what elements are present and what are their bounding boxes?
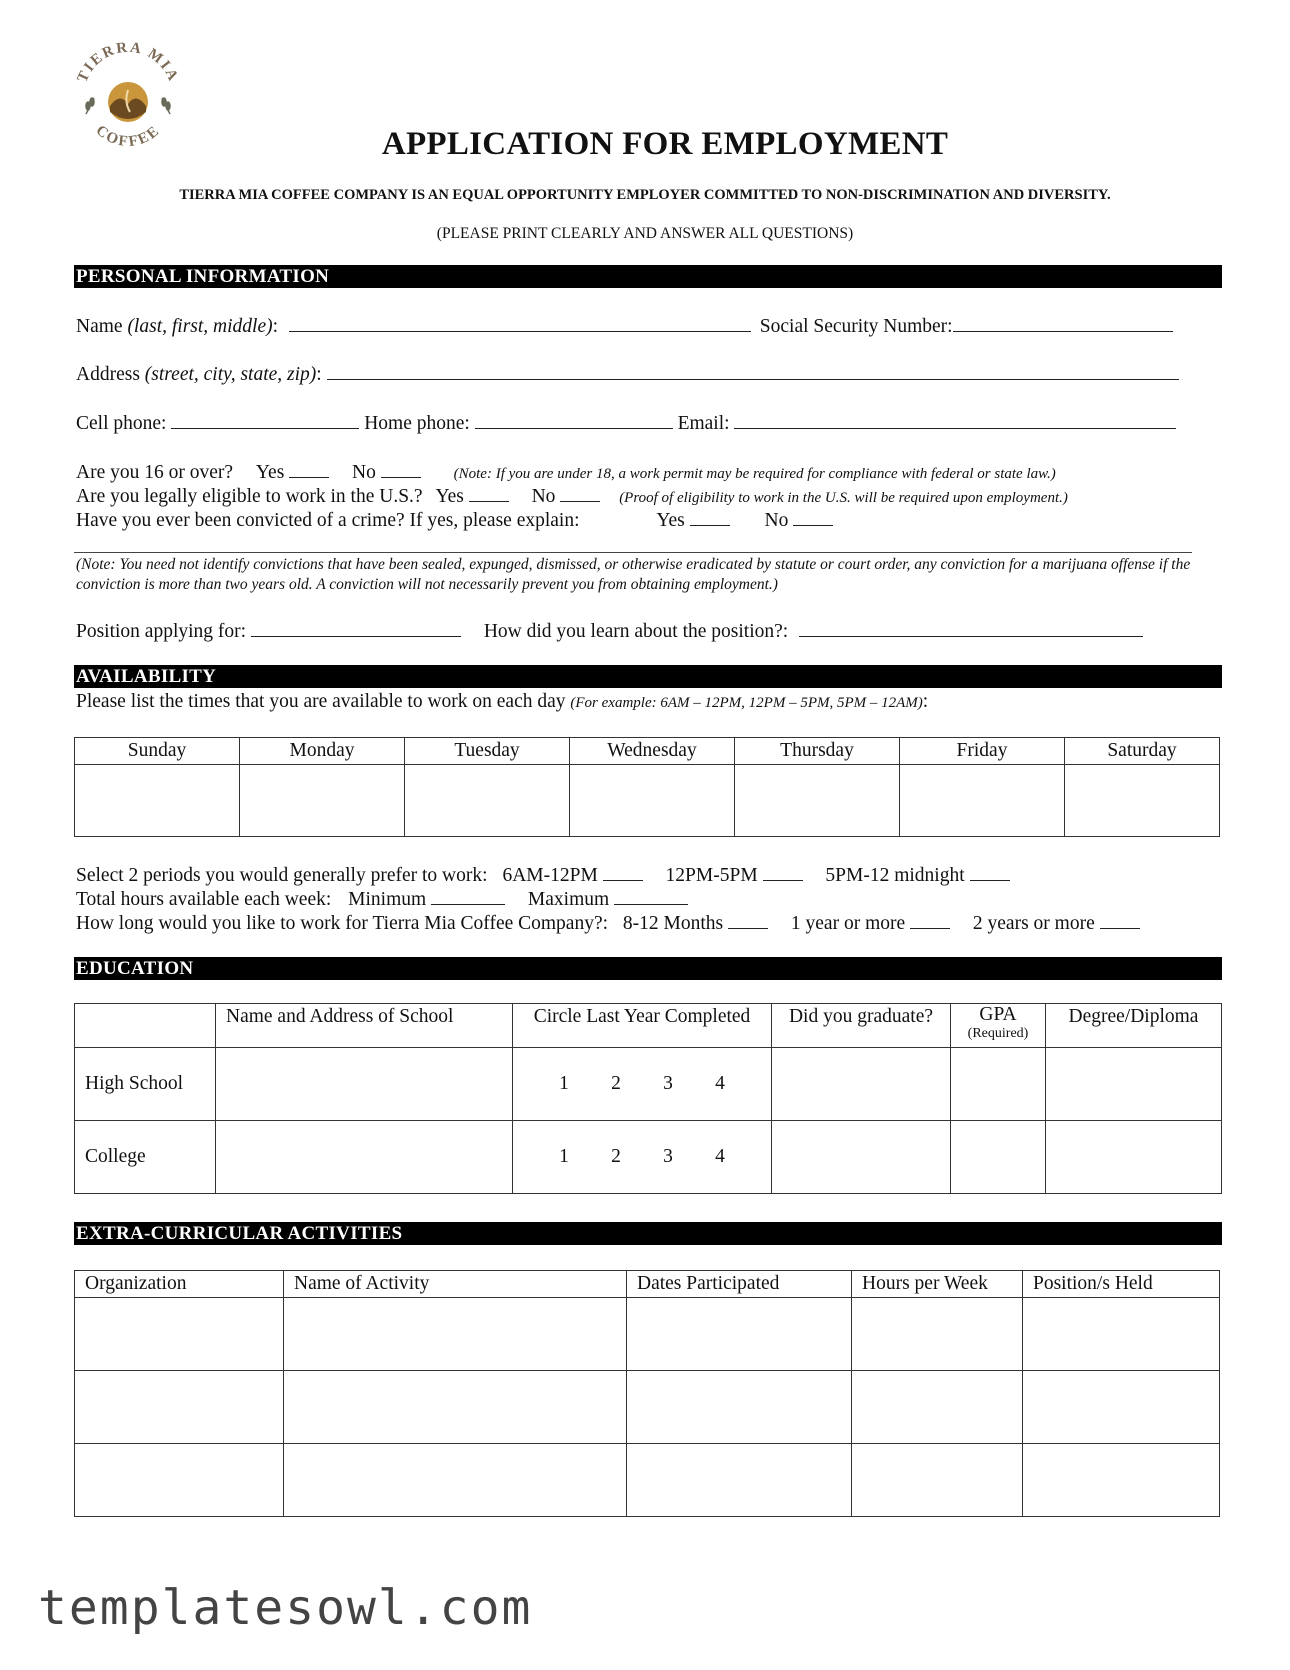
high-school-name-cell[interactable] bbox=[216, 1048, 513, 1121]
college-years-cell[interactable] bbox=[513, 1121, 772, 1194]
college-gpa-cell[interactable] bbox=[951, 1121, 1046, 1194]
eligible-yes-label: Yes bbox=[435, 486, 464, 507]
learn-label: How did you learn about the position?: bbox=[483, 621, 789, 642]
activity-name-header: Name of Activity bbox=[284, 1271, 627, 1298]
maximum-field[interactable] bbox=[614, 886, 688, 905]
eligible-yes-field[interactable] bbox=[469, 483, 509, 502]
activity-row bbox=[75, 1371, 1220, 1444]
positions-header: Position/s Held bbox=[1023, 1271, 1220, 1298]
dates-header: Dates Participated bbox=[627, 1271, 852, 1298]
logo-bottom-text: COFFEE bbox=[92, 122, 164, 151]
organization-header: Organization bbox=[75, 1271, 284, 1298]
age-no-label: No bbox=[352, 462, 376, 483]
period-3-field[interactable] bbox=[970, 862, 1010, 881]
duration-1-label: 8-12 Months bbox=[622, 913, 724, 934]
name-label: Name bbox=[76, 316, 123, 337]
availability-table bbox=[74, 737, 1220, 837]
section-availability: AVAILABILITY bbox=[74, 665, 1222, 688]
address-field[interactable] bbox=[327, 361, 1179, 380]
position-label: Position applying for: bbox=[76, 621, 247, 642]
education-row-high-school bbox=[75, 1048, 1222, 1121]
age-question: Are you 16 or over? bbox=[76, 462, 234, 483]
day-header-wednesday: Wednesday bbox=[570, 738, 735, 765]
activity-cell[interactable] bbox=[1023, 1444, 1220, 1517]
education-row-college bbox=[75, 1121, 1222, 1194]
eligible-question: Are you legally eligible to work in the U.S.? bbox=[76, 486, 423, 507]
age-note: (Note: If you are under 18, a work permit may be required for compliance with federal or state law.) bbox=[453, 466, 1056, 482]
day-header-tuesday: Tuesday bbox=[405, 738, 570, 765]
eligible-question-row bbox=[76, 483, 1068, 510]
cell-phone-label: Cell phone: bbox=[76, 413, 167, 434]
college-graduate-cell[interactable] bbox=[772, 1121, 951, 1194]
period-2-field[interactable] bbox=[763, 862, 803, 881]
activity-cell[interactable] bbox=[75, 1371, 284, 1444]
email-field[interactable] bbox=[734, 410, 1176, 429]
email-label: Email: bbox=[677, 413, 730, 434]
day-header-sunday: Sunday bbox=[75, 738, 240, 765]
duration-2-label: 1 year or more bbox=[790, 913, 906, 934]
day-header-friday: Friday bbox=[900, 738, 1065, 765]
watermark: templatesowl.com bbox=[38, 1580, 533, 1636]
graduate-header: Did you graduate? bbox=[772, 1004, 951, 1048]
activity-cell[interactable] bbox=[75, 1298, 284, 1371]
last-year-header: Circle Last Year Completed bbox=[513, 1004, 772, 1048]
hours-label: Total hours available each week: bbox=[76, 889, 332, 910]
eligible-no-label: No bbox=[531, 486, 556, 507]
duration-1-field[interactable] bbox=[728, 910, 768, 929]
crime-question: Have you ever been convicted of a crime? If yes, please explain: bbox=[76, 510, 580, 531]
crime-yes-field[interactable] bbox=[690, 507, 730, 526]
availability-cell-tuesday[interactable] bbox=[405, 765, 570, 837]
age-question-row bbox=[76, 459, 1056, 486]
gpa-label: GPA bbox=[979, 1004, 1017, 1025]
hours-header: Hours per Week bbox=[852, 1271, 1023, 1298]
activity-cell[interactable] bbox=[1023, 1371, 1220, 1444]
eeo-statement: TIERRA MIA COFFEE COMPANY IS AN EQUAL OPPORTUNITY EMPLOYER COMMITTED TO NON-DISCRIMINATION AND DIVERSITY. bbox=[179, 187, 1111, 203]
availability-instruction-row: Please list the times that you are available to work on each day (For example: 6AM – 12PM, 12PM – 5PM, 5PM – 12AM): bbox=[76, 691, 929, 712]
activity-row bbox=[75, 1444, 1220, 1517]
crime-yes-label: Yes bbox=[656, 510, 685, 531]
phone-row bbox=[76, 410, 1176, 436]
college-label: College bbox=[75, 1121, 216, 1194]
year-option[interactable]: 1 bbox=[559, 1073, 569, 1094]
availability-cell-sunday[interactable] bbox=[75, 765, 240, 837]
education-corner-cell bbox=[75, 1004, 216, 1048]
crime-no-field[interactable] bbox=[793, 507, 833, 526]
activity-cell[interactable] bbox=[284, 1371, 627, 1444]
age-yes-field[interactable] bbox=[289, 459, 329, 478]
activity-cell[interactable] bbox=[852, 1371, 1023, 1444]
year-option[interactable]: 4 bbox=[715, 1146, 725, 1167]
high-school-gpa-cell[interactable] bbox=[951, 1048, 1046, 1121]
availability-cell-wednesday[interactable] bbox=[570, 765, 735, 837]
high-school-degree-cell[interactable] bbox=[1046, 1048, 1222, 1121]
print-instructions: (PLEASE PRINT CLEARLY AND ANSWER ALL QUESTIONS) bbox=[436, 225, 854, 242]
availability-cell-friday[interactable] bbox=[900, 765, 1065, 837]
college-name-cell[interactable] bbox=[216, 1121, 513, 1194]
minimum-field[interactable] bbox=[431, 886, 505, 905]
age-no-field[interactable] bbox=[381, 459, 421, 478]
name-field[interactable] bbox=[289, 313, 751, 332]
availability-cell-thursday[interactable] bbox=[735, 765, 900, 837]
activity-row bbox=[75, 1298, 1220, 1371]
availability-cell-saturday[interactable] bbox=[1065, 765, 1220, 837]
age-yes-label: Yes bbox=[255, 462, 285, 483]
activity-cell[interactable] bbox=[1023, 1298, 1220, 1371]
address-row: Address (street, city, state, zip): bbox=[76, 361, 1179, 387]
period-1-label: 6AM-12PM bbox=[502, 865, 598, 886]
college-degree-cell[interactable] bbox=[1046, 1121, 1222, 1194]
duration-3-field[interactable] bbox=[1100, 910, 1140, 929]
duration-2-field[interactable] bbox=[910, 910, 950, 929]
address-label: Address bbox=[76, 364, 140, 385]
form-title: APPLICATION FOR EMPLOYMENT bbox=[381, 126, 949, 162]
maximum-label: Maximum bbox=[527, 889, 610, 910]
periods-label: Select 2 periods you would generally prefer to work: bbox=[76, 865, 488, 886]
periods-row bbox=[76, 862, 1010, 888]
activity-cell[interactable] bbox=[627, 1371, 852, 1444]
learn-field[interactable] bbox=[799, 618, 1143, 637]
eligible-note: (Proof of eligibility to work in the U.S. will be required upon employment.) bbox=[619, 490, 1068, 506]
cell-phone-field[interactable] bbox=[171, 410, 359, 429]
crime-question-row bbox=[76, 507, 833, 533]
availability-cell-monday[interactable] bbox=[240, 765, 405, 837]
svg-text:TIERRA MIA bbox=[75, 40, 182, 85]
section-personal-information: PERSONAL INFORMATION bbox=[74, 265, 1222, 288]
section-education: EDUCATION bbox=[74, 957, 1222, 980]
high-school-years-cell[interactable] bbox=[513, 1048, 772, 1121]
activity-cell[interactable] bbox=[284, 1444, 627, 1517]
high-school-label: High School bbox=[75, 1048, 216, 1121]
activities-table bbox=[74, 1270, 1220, 1517]
degree-header: Degree/Diploma bbox=[1046, 1004, 1222, 1048]
name-hint: (last, first, middle) bbox=[127, 316, 273, 337]
gpa-header bbox=[951, 1004, 1046, 1048]
high-school-graduate-cell[interactable] bbox=[772, 1048, 951, 1121]
home-phone-label: Home phone: bbox=[364, 413, 470, 434]
activity-cell[interactable] bbox=[75, 1444, 284, 1517]
duration-label: How long would you like to work for Tierra Mia Coffee Company?: bbox=[76, 913, 609, 934]
period-2-label: 12PM-5PM bbox=[665, 865, 758, 886]
ssn-field[interactable] bbox=[953, 313, 1173, 332]
year-option[interactable]: 2 bbox=[611, 1073, 621, 1094]
activity-cell[interactable] bbox=[627, 1444, 852, 1517]
school-name-header: Name and Address of School bbox=[216, 1004, 513, 1048]
day-header-thursday: Thursday bbox=[735, 738, 900, 765]
availability-instruction: Please list the times that you are available to work on each day bbox=[76, 691, 566, 712]
crime-no-label: No bbox=[764, 510, 789, 531]
period-1-field[interactable] bbox=[603, 862, 643, 881]
period-3-label: 5PM-12 midnight bbox=[825, 865, 965, 886]
duration-3-label: 2 years or more bbox=[972, 913, 1095, 934]
minimum-label: Minimum bbox=[348, 889, 427, 910]
name-row: Name (last, first, middle): Social Security Number: bbox=[76, 313, 1173, 339]
section-extra-curricular: EXTRA-CURRICULAR ACTIVITIES bbox=[74, 1222, 1222, 1245]
conviction-note: (Note: You need not identify convictions that have been sealed, expunged, dismissed, or otherwise eradicated by statute or court order, any conviction for a marijuana offense if the conviction is more than two years old. A conviction will not necessarily prevent you from obtaining employment.) bbox=[76, 556, 1191, 593]
crime-explanation-field[interactable] bbox=[74, 552, 1192, 553]
position-row bbox=[76, 618, 1143, 644]
day-header-monday: Monday bbox=[240, 738, 405, 765]
address-hint: (street, city, state, zip) bbox=[144, 364, 317, 385]
activity-cell[interactable] bbox=[627, 1298, 852, 1371]
ssn-label: Social Security Number: bbox=[759, 316, 953, 337]
activity-cell[interactable] bbox=[852, 1444, 1023, 1517]
day-header-saturday: Saturday bbox=[1065, 738, 1220, 765]
year-option[interactable]: 1 bbox=[559, 1146, 569, 1167]
home-phone-field[interactable] bbox=[475, 410, 673, 429]
hours-row bbox=[76, 886, 688, 912]
eligible-no-field[interactable] bbox=[560, 483, 600, 502]
duration-row bbox=[76, 910, 1140, 936]
gpa-required-note: (Required) bbox=[967, 1026, 1029, 1041]
education-table bbox=[74, 1003, 1222, 1194]
activity-cell[interactable] bbox=[852, 1298, 1023, 1371]
year-option[interactable]: 2 bbox=[611, 1146, 621, 1167]
position-field[interactable] bbox=[251, 618, 461, 637]
year-option[interactable]: 3 bbox=[663, 1073, 673, 1094]
year-option[interactable]: 4 bbox=[715, 1073, 725, 1094]
logo-top-text: TIERRA MIA bbox=[74, 40, 182, 85]
activity-cell[interactable] bbox=[284, 1298, 627, 1371]
year-option[interactable]: 3 bbox=[663, 1146, 673, 1167]
availability-example: (For example: 6AM – 12PM, 12PM – 5PM, 5PM – 12AM) bbox=[570, 695, 923, 711]
